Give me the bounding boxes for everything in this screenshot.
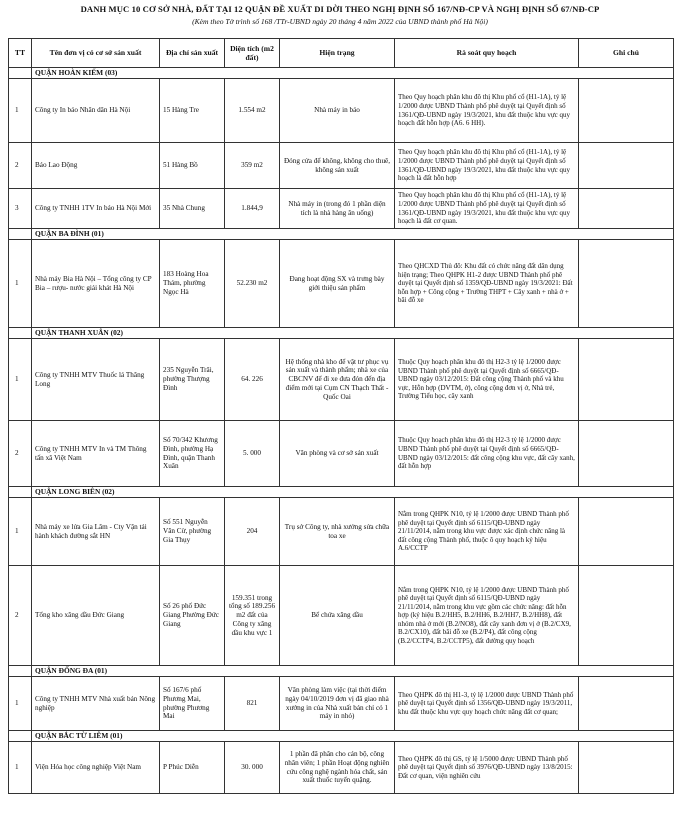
row-number: 1 <box>9 240 32 328</box>
current-status: Trụ sở Công ty, nhà xưởng sửa chữa toa xe <box>280 498 395 566</box>
note-cell <box>579 189 674 229</box>
current-status: Đóng cửa để không, không cho thuê, không sản xuất <box>280 143 395 189</box>
current-status: Nhà máy in (trong đó 1 phần diện tích là nhà hàng ăn uống) <box>280 189 395 229</box>
planning-review: Nằm trong QHPK N10, tỷ lệ 1/2000 được UBND Thành phố phê duyệt tại Quyết định số 6115/QĐ-UBND ngày 21/11/2014, nằm trong khu vực gồm các chức năng: đất hỗn hợp (ký hiệu B.2/HH5, B.2/HH6, B.2/HH7, B.2/HH8), đất nhóm nhà ở mới (B.2/NO8), đất cây xanh đơn vị ở (B.2/CX9, B.2/CX10), đất bãi đỗ xe (B.2/P4), đất công cộng (B.2/CCTP4, B.2/CCTP5), đất đường quy hoạch <box>395 566 579 666</box>
note-cell <box>579 677 674 731</box>
district-group-row <box>9 666 674 677</box>
production-address: Số 70/342 Khương Đình, phường Hạ Đình, quận Thanh Xuân <box>160 421 225 487</box>
unit-name: Tổng kho xăng dầu Đức Giang <box>32 566 160 666</box>
note-cell <box>579 339 674 421</box>
group-spacer-cell <box>9 229 32 240</box>
production-address: Số 26 phố Đức Giang Phường Đức Giang <box>160 566 225 666</box>
district-group-row <box>9 731 674 742</box>
group-spacer-cell <box>9 666 32 677</box>
current-status: 1 phần đã phân cho cán bộ, công nhân viên; 1 phần Hoạt động nghiên cứu công nghệ ngành hóa chất, sản xuất thuốc tuyển quặng. <box>280 742 395 794</box>
note-cell <box>579 79 674 143</box>
row-number: 2 <box>9 143 32 189</box>
current-status: Văn phòng và cơ sở sản xuất <box>280 421 395 487</box>
land-area: 359 m2 <box>225 143 280 189</box>
table-body <box>9 68 674 794</box>
district-label: QUẬN BẮC TỪ LIÊM (01) <box>32 731 674 742</box>
row-number: 1 <box>9 339 32 421</box>
production-address: Số 551 Nguyễn Văn Cừ, phường Gia Thụy <box>160 498 225 566</box>
district-group-row <box>9 68 674 79</box>
unit-name: Viện Hóa học công nghiệp Việt Nam <box>32 742 160 794</box>
planning-review: Theo QHPK đô thị GS, tỷ lệ 1/5000 được UBND Thành phố phê duyệt tại Quyết định số 3976/QĐ-UBND ngày 13/8/2015: Đất cơ quan, viện nghiên cứu <box>395 742 579 794</box>
header-address: Địa chỉ sản xuất <box>160 39 225 68</box>
header-area: Diện tích (m2 đất) <box>225 39 280 68</box>
unit-name: Nhà máy xe lửa Gia Lâm - Cty Vận tải hành khách đường sắt HN <box>32 498 160 566</box>
row-number: 1 <box>9 677 32 731</box>
header-name: Tên đơn vị có cơ sở sản xuất <box>32 39 160 68</box>
row-number: 1 <box>9 498 32 566</box>
production-address: 235 Nguyễn Trãi, phường Thượng Đình <box>160 339 225 421</box>
facility-table <box>8 38 674 794</box>
table-row <box>9 143 674 189</box>
current-status: Nhà máy in báo <box>280 79 395 143</box>
table-row <box>9 240 674 328</box>
district-label: QUẬN BA ĐÌNH (01) <box>32 229 674 240</box>
note-cell <box>579 566 674 666</box>
current-status: Văn phòng làm việc (tại thời điểm ngày 04/10/2019 đơn vị đã giao nhà xưởng in của Nhà xuất bản chỉ có 1 máy in nhỏ) <box>280 677 395 731</box>
current-status: Đang hoạt động SX và trưng bày giới thiệu sản phẩm <box>280 240 395 328</box>
table-row <box>9 498 674 566</box>
unit-name: Công ty TNHH MTV In và TM Thông tấn xã Việt Nam <box>32 421 160 487</box>
land-area: 821 <box>225 677 280 731</box>
land-area: 30. 000 <box>225 742 280 794</box>
production-address: Số 167/6 phố Phương Mai, phường Phương Mai <box>160 677 225 731</box>
table-row <box>9 566 674 666</box>
note-cell <box>579 143 674 189</box>
district-label: QUẬN ĐỐNG ĐA (01) <box>32 666 674 677</box>
header-note: Ghi chú <box>579 39 674 68</box>
unit-name: Công ty In báo Nhân dân Hà Nội <box>32 79 160 143</box>
document-title: DANH MỤC 10 CƠ SỞ NHÀ, ĐẤT TẠI 12 QUẬN ĐỀ XUẤT DI DỜI THEO NGHỊ ĐỊNH SỐ 167/NĐ-CP VÀ NGHỊ ĐỊNH SỐ 67/NĐ-CP <box>80 4 600 14</box>
row-number: 2 <box>9 421 32 487</box>
planning-review: Theo QHCXD Thủ đô: Khu đất có chức năng đất dân dụng hiện trạng; Theo QHPK H1-2 được UBND Thành phố phê duyệt tại Quyết định số 1359/QĐ-UBND ngày 19/3/2021: Đất hỗn hợp + Công cộng + Trường THPT + Cây xanh + nhà ở + bãi đỗ xe <box>395 240 579 328</box>
header-tt: TT <box>9 39 32 68</box>
table-row <box>9 677 674 731</box>
planning-review: Theo QHPK đô thị H1-3, tỷ lệ 1/2000 được UBND Thành phố phê duyệt tại Quyết định số 1356/QĐ-UBND ngày 19/3/2011, khu đất thuộc khu vực quy hoạch chức năng đất cơ quan; <box>395 677 579 731</box>
land-area: 5. 000 <box>225 421 280 487</box>
land-area: 204 <box>225 498 280 566</box>
header-status: Hiện trạng <box>280 39 395 68</box>
header-review: Rà soát quy hoạch <box>395 39 579 68</box>
unit-name: Báo Lao Động <box>32 143 160 189</box>
planning-review: Theo Quy hoạch phân khu đô thị Khu phố cổ (H1-1A), tỷ lệ 1/2000 được UBND Thành phố phê duyệt tại Quyết định số 1361/QĐ-UBND ngày 19/3/2021, khu đất thuộc khu vực quy hoạch là đất hỗn hợp <box>395 143 579 189</box>
production-address: 15 Hàng Tre <box>160 79 225 143</box>
note-cell <box>579 498 674 566</box>
district-label: QUẬN THANH XUÂN (02) <box>32 328 674 339</box>
document-subtitle: (Kèm theo Tờ trình số 168 /TTr-UBND ngày 20 tháng 4 năm 2022 của UBND thành phố Hà Nội) <box>192 17 488 26</box>
table-row <box>9 339 674 421</box>
unit-name: Nhà máy Bia Hà Nội – Tổng công ty CP Bia – rượu- nước giải khát Hà Nội <box>32 240 160 328</box>
planning-review: Theo Quy hoạch phân khu đô thị Khu phố cổ (H1-1A), tỷ lệ 1/2000 được UBND Thành phố phê duyệt tại Quyết định số 1361/QĐ-UBND ngày 19/3/2021, khu đất thuộc khu vực quy hoạch là đất cơ quan. <box>395 189 579 229</box>
row-number: 3 <box>9 189 32 229</box>
row-number: 1 <box>9 742 32 794</box>
production-address: P Phúc Diễn <box>160 742 225 794</box>
district-label: QUẬN LONG BIÊN (02) <box>32 487 674 498</box>
group-spacer-cell <box>9 328 32 339</box>
land-area: 159.351 trong tổng số 189.256 m2 đất của Công ty xăng dầu khu vực 1 <box>225 566 280 666</box>
production-address: 51 Hàng Bồ <box>160 143 225 189</box>
table-row <box>9 79 674 143</box>
district-group-row <box>9 487 674 498</box>
current-status: Hệ thống nhà kho để vật tư phục vụ sản xuất và thành phẩm; nhà xe của CBCNV để đi xe đưa đón đến địa điểm mới tại Cụm CN Thạch Thất - Quốc Oai <box>280 339 395 421</box>
planning-review: Theo Quy hoạch phân khu đô thị Khu phố cổ (H1-1A), tỷ lệ 1/2000 được UBND Thành phố phê duyệt tại Quyết định số 1361/QĐ-UBND ngày 19/3/2021, khu đất thuộc khu vực quy hoạch đất hỗn hợp (A6. 6 HH). <box>395 79 579 143</box>
production-address: 183 Hoàng Hoa Thám, phường Ngọc Hà <box>160 240 225 328</box>
planning-review: Thuộc Quy hoạch phân khu đô thị H2-3 tỷ lệ 1/2000 được UBND Thành phố phê duyệt tại Quyết định số 6665/QĐ-UBND ngày 03/12/2015: đất công cộng khu vực, đất cây xanh, đất hỗn hợp <box>395 421 579 487</box>
district-label: QUẬN HOÀN KIẾM (03) <box>32 68 674 79</box>
row-number: 1 <box>9 79 32 143</box>
district-group-row <box>9 328 674 339</box>
unit-name: Công ty TNHH MTV Thuốc lá Thăng Long <box>32 339 160 421</box>
production-address: 35 Nhà Chung <box>160 189 225 229</box>
planning-review: Thuộc Quy hoạch phân khu đô thị H2-3 tỷ lệ 1/2000 được UBND Thành phố phê duyệt tại Quyết định số 6665/QĐ-UBND ngày 03/12/2015: Đất công cộng Thành phố và khu vực, Hỗn hợp (DVTM, ở), công cộng đơn vị ở, Nhà trẻ, Trường Tiểu học, cây xanh <box>395 339 579 421</box>
land-area: 64. 226 <box>225 339 280 421</box>
group-spacer-cell <box>9 731 32 742</box>
planning-review: Nằm trong QHPK N10, tỷ lệ 1/2000 được UBND Thành phố phê duyệt tại Quyết định số 6115/QĐ-UBND ngày 21/11/2014, nằm trong khu vực được xác định chức năng là đất công cộng Thành phố, thuộc ô quy hoạch ký hiệu A.6/CCTP <box>395 498 579 566</box>
note-cell <box>579 240 674 328</box>
table-row <box>9 189 674 229</box>
group-spacer-cell <box>9 68 32 79</box>
land-area: 1.554 m2 <box>225 79 280 143</box>
table-row <box>9 421 674 487</box>
unit-name: Công ty TNHH MTV Nhà xuất bản Nông nghiệp <box>32 677 160 731</box>
row-number: 2 <box>9 566 32 666</box>
note-cell <box>579 421 674 487</box>
table-row <box>9 742 674 794</box>
table-header-row <box>9 39 674 68</box>
land-area: 1.844,9 <box>225 189 280 229</box>
district-group-row <box>9 229 674 240</box>
note-cell <box>579 742 674 794</box>
current-status: Bể chứa xăng dầu <box>280 566 395 666</box>
group-spacer-cell <box>9 487 32 498</box>
unit-name: Công ty TNHH 1TV In báo Hà Nội Mới <box>32 189 160 229</box>
land-area: 52.230 m2 <box>225 240 280 328</box>
